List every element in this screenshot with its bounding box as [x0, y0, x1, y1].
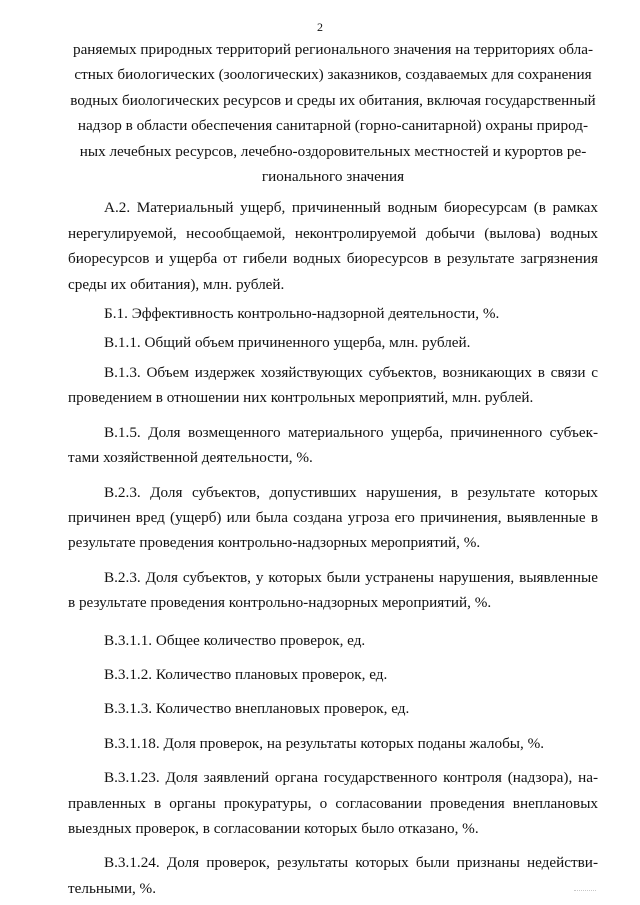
- indicator-paragraph-v1-5: В.1.5. Доля возмещенного материального ущерба, причиненного субъек-тами хозяйственной деятельности, %.: [68, 423, 598, 467]
- indicator-paragraph-v3-1-18: В.3.1.18. Доля проверок, на результаты которых поданы жалобы, %.: [104, 734, 545, 752]
- indicator-paragraph-v2-3b: В.2.3. Доля субъектов, у которых были устранены нарушения, выявленные в результате проведения контрольно-надзорных мероприятий, %.: [68, 568, 598, 612]
- heading-line: водных биологических ресурсов и среды их обитания, включая государственный: [70, 91, 596, 109]
- heading-line: надзор в области обеспечения санитарной (горно-санитарной) охраны природ-: [77, 117, 589, 135]
- indicator-paragraph-v1-1: В.1.1. Общий объем причиненного ущерба, млн. рублей.: [104, 334, 471, 352]
- indicator-paragraph-a2: А.2. Материальный ущерб, причиненный водным биоресурсам (в рамках нерегулируемой, несообщаемой, неконтролируемой добычи (вылова) водных биоресурсов и ущерба от гибели водных биоресурсов в результате загрязнения среды их обитания), млн. рублей.: [68, 199, 598, 293]
- indicator-paragraph-v3-1-1: В.3.1.1. Общее количество проверок, ед.: [104, 631, 366, 649]
- heading-line: гионального значения: [261, 168, 405, 186]
- scan-mark: [574, 890, 596, 895]
- heading-line: стных биологических (зоологических) заказников, создаваемых для сохранения: [74, 66, 592, 84]
- heading-line: раняемых природных территорий регионального значения на территориях обла-: [72, 41, 594, 58]
- document-body: [68, 37, 598, 901]
- section-heading: [68, 37, 598, 189]
- indicator-paragraph-v3-1-23: В.3.1.23. Доля заявлений органа государственного контроля (надзора), на-правленных в органы прокуратуры, о согласовании проведения внеплановых выездных проверок, в согласовании которых было отказано, %.: [68, 769, 598, 837]
- indicator-paragraph-v2-3a: В.2.3. Доля субъектов, допустивших нарушения, в результате которых причинен вред (ущерб) или была создана угроза его причинения, выявленные в результате проведения контрольно-надзорных мероприятий, %.: [68, 483, 598, 552]
- indicator-paragraph-v1-3: В.1.3. Объем издержек хозяйствующих субъектов, возникающих в связи с проведением в отношении них контрольных мероприятий, млн. рублей.: [68, 363, 598, 407]
- indicator-paragraph-v3-1-3: В.3.1.3. Количество внеплановых проверок, ед.: [104, 700, 410, 718]
- indicator-paragraph-b1: Б.1. Эффективность контрольно-надзорной деятельности, %.: [104, 305, 500, 323]
- indicator-paragraph-v3-1-24: В.3.1.24. Доля проверок, результаты которых были признаны недействи-тельными, %.: [68, 854, 598, 897]
- indicator-paragraph-v3-1-2: В.3.1.2. Количество плановых проверок, ед.: [104, 665, 388, 683]
- page-number: 2: [317, 20, 323, 34]
- heading-line: ных лечебных ресурсов, лечебно-оздоровительных местностей и курортов ре-: [79, 142, 587, 160]
